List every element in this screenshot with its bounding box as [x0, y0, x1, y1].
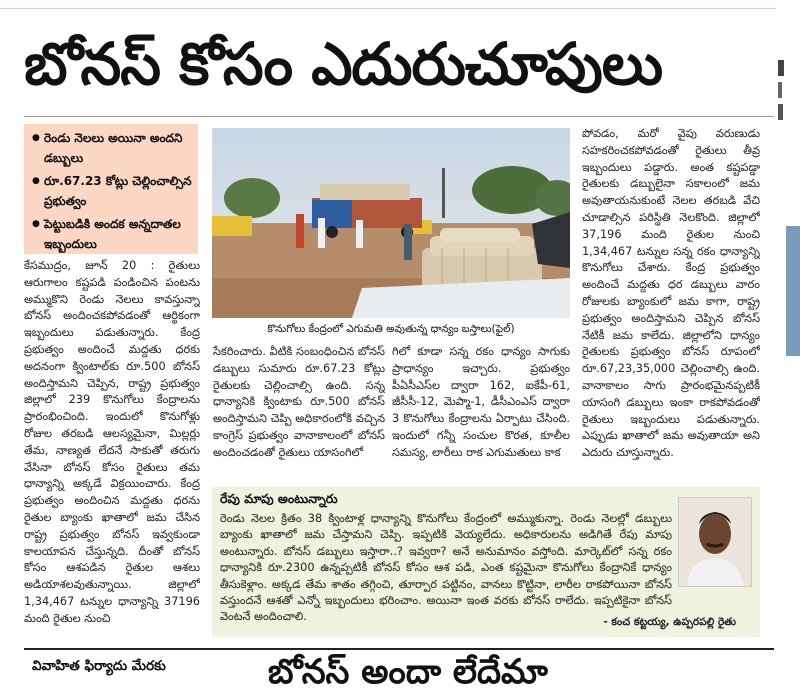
article-text-col2: సేకరించారు. వీటికి సంబంధించిన బోనస్ డబ్బులు సుమారు రూ.67.23 కోట్లు రైతులకు చెల్లించాల్సి ఉంది. సన్న ధాన్యానికి క్వింటాకు రూ.500 బోనస్ అందిస్తామని చెప్పి అధికారంలోకి వచ్చిన కాంగ్రెస్ ప్రభుత్వం వానాకాలంలో బోనస్ అందించడంతో రైతులు యాసంగిలో [213, 345, 385, 459]
quote-text: రెండు నెలల క్రితం 38 క్వింటాళ్ల ధాన్యాన్ని కొనుగోలు కేంద్రంలో అమ్ముకున్నా. రెండు నెలల్లో డబ్బులు బ్యాంకు ఖాతాలో జమ చేస్తామని చెప్పి. ఇప్పటికి వెయ్యలేదు. అధికారులను అడిగితే రేపు మాపు అంటున్నారు. బోనస్ డబ్బులు ఇస్తారా..? ఇవ్వరా? అనే అనుమానం వస్తోంది. మార్కెట్‌లో సన్న రకం ధాన్యానికి రూ.2300 ఉన్నప్పటికీ బోనస్ కోసం ఆశ పడి, ఎంత కష్టమైనా కొనుగోలు కేంద్రానికే ధాన్యం తీసుకెళ్లాం. అక్కడ తేమ శాతం తగ్గించి, తూర్పార పట్టినం, వానలు కొట్టినా, లారీల రాకపోయినా బోనస్ వస్తుందనే ఆశతో ఎన్నో ఇబ్బందులు భరించాం. అయినా ఇంత వరకు బోనస్ రాలేదు. ఇప్పటికైనా బోనస్ వెంటనే అందించాలి. [220, 512, 672, 624]
photo-caption: కొనుగోలు కేంద్రంలో ఎగుమతి అవుతున్న ధాన్యం బస్తాలు(ఫైల్) [267, 323, 515, 335]
next-article-headline-right: బోనస్ అందా లేదేమా [268, 652, 548, 688]
highlight-item: ● రూ.67.23 కోట్లు చెల్లించాల్సిన ప్రభుత్వం [44, 171, 192, 211]
highlights-list [24, 128, 198, 254]
grain-bags-illustration [212, 128, 570, 318]
farmer-portrait [678, 497, 752, 587]
article-text-col3: గిలో కూడా సన్న రకం ధాన్యం సాగుకు ప్రాధాన్యం ఇచ్చారు. ప్రభుత్వం పీఏసీఎస్‌ల ద్వారా 162, ఐకేపీ-61, జీసీసీ-12, మెప్మా-1, డీసీఎంఎస్ ద్వారా 3 కొనుగోలు కేంద్రాలను ఏర్పాటు చేసింది. ఇందులో గన్నీ సంచుల కొరత, కూలీల సమస్య, లారీలు రాక ఎగుమతులు కాక [392, 345, 570, 459]
article-column-3 [392, 344, 570, 484]
highlight-item: ● రెండు నెలలు అయినా అందని డబ్బులు [44, 128, 192, 168]
quote-title: రేపు మాపు అంటున్నారు [220, 491, 338, 506]
article-column-4 [582, 126, 760, 484]
highlight-item: ● పెట్టుబడికి అందక అన్నదాతల ఇబ్బందులు [44, 214, 192, 254]
quote-signature: - కంచ కట్టయ్య, ఉప్పరపల్లి రైతు [603, 616, 736, 628]
highlights-box [24, 124, 198, 254]
headline-rule [24, 116, 774, 117]
page-top-border [0, 0, 800, 9]
article-text-col4: పోవడం, మరో వైపు వరుణుడు సహకరించకపోవడంతో రైతులు తీవ్ర ఇబ్బందులు పడ్డారు. అంత కష్టపడ్డా రైతులకు డబ్బులైనా సకాలంలో జమ అవుతాయనుకుంటే నెలల తరబడి వేచి చూడాల్సిన పరిస్థితి నెలకొంది. జిల్లాలో 37,196 మంది రైతుల నుంచి 1,34,467 టన్నుల సన్న రకం ధాన్యాన్ని కొనుగోలు చేశారు. కేంద్ర ప్రభుత్వం అందించే మద్దతు ధర డబ్బులు వారం రోజులకు బ్యాంకులో జమ కాగా, రాష్ట్ర ప్రభుత్వం అందిస్తామని చెప్పిన బోనస్ నేటికీ జమ కాలేదు. జిల్లాలోని ధాన్యం రైతులకు ప్రభుత్వం బోనస్ రూపంలో రూ.67,23,35,000 చెల్లించాల్సి ఉంది. వానాకాలం సాగు ప్రారంభమైనప్పటికీ యాసంగి డబ్బులు ఇంకా రాకపోవడంతో రైతులు ఇబ్బందులు పడుతున్నారు. ఎప్పుడు ఖాతాలో జమ అవుతాయా అని ఎదురు చూస్తున్నారు. [582, 127, 760, 460]
bottom-rule [24, 648, 774, 650]
adjacent-text-fragment [778, 60, 800, 120]
next-article-headline-left: వివాహిత ఫిర్యాదు మేరకు [32, 658, 166, 674]
grain-bags-photo [212, 128, 570, 318]
article-column-1 [24, 258, 200, 640]
article-column-2 [213, 344, 385, 484]
headline: బోనస్ కోసం ఎదురుచూపులు [24, 30, 663, 98]
article-text-col1: కేసముద్రం, జూన్ 20 : రైతులు ఆరుగాలం కష్టపడి పండించిన పంటను అమ్ముకొని రెండు నెలలు కావస్తున్నా బోనస్ అందించకపోవడంతో ఆర్థికంగా ఇబ్బందులు పడుతున్నారు. కేంద్ర ప్రభుత్వం అందించే మద్దతు ధరకు అదనంగా క్వింటాల్‌కు రూ.500 బోనస్ అందిస్తామని చెప్పిన, రాష్ట్ర ప్రభుత్వం జిల్లాలో 239 కొనుగోలు కేంద్రాలను ప్రారంభించింది. ఇందులో కొనుగోళ్లు రోజుల తరబడి ఆలస్యమైనా, మిల్లర్లు తేమ, నాణ్యత లేదనే సాకుతో తరుగు వేసినా బోనస్ కోసం రైతులు తమ ధాన్యాన్ని అక్కడే విక్రయించారు. కేంద్ర ప్రభుత్వం అందించిన మద్దతు ధరను రైతుల బ్యాంకు ఖాతాలో జమ చేసిన రాష్ట్ర ప్రభుత్వం బోనస్ ఇవ్వకుండా కాలయాపన చేస్తున్నది. దీంతో బోనస్ కోసం ఆశపడిన రైతుల ఆశలు అడియాశలవుతున్నాయి. జిల్లాలో 1,34,467 టన్నుల ధాన్యాన్ని 37196 మంది రైతుల నుంచి [24, 259, 200, 625]
farmer-quote-box [212, 487, 760, 637]
adjacent-photo-edge [786, 226, 800, 356]
